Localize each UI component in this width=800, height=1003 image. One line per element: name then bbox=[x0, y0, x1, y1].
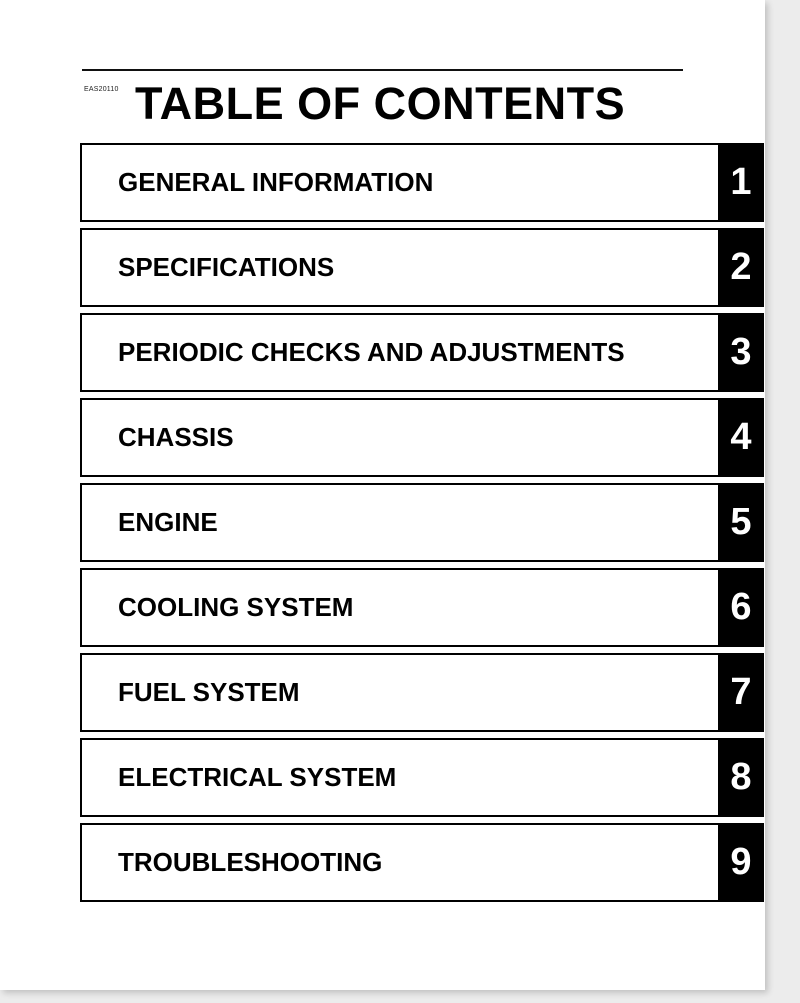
section-number-tab: 3 bbox=[718, 313, 764, 392]
section-number-tab: 7 bbox=[718, 653, 764, 732]
header-rule bbox=[82, 69, 683, 71]
section-number-tab: 1 bbox=[718, 143, 764, 222]
section-number-tab: 2 bbox=[718, 228, 764, 307]
toc-entry-cooling-system[interactable] bbox=[80, 568, 764, 647]
toc-entry-general-information[interactable] bbox=[80, 143, 764, 222]
toc-entry-label: FUEL SYSTEM bbox=[118, 677, 300, 707]
section-number-tab: 4 bbox=[718, 398, 764, 477]
toc-entry-label: TROUBLESHOOTING bbox=[118, 847, 383, 877]
section-number-tab: 6 bbox=[718, 568, 764, 647]
toc-entry-specifications[interactable] bbox=[80, 228, 764, 307]
toc-entry-label: CHASSIS bbox=[118, 422, 234, 452]
toc-entry-periodic-checks[interactable] bbox=[80, 313, 764, 392]
toc-entry-fuel-system[interactable] bbox=[80, 653, 764, 732]
toc-entry-label: GENERAL INFORMATION bbox=[118, 167, 434, 197]
document-code: EAS20110 bbox=[84, 86, 119, 93]
section-number-tab: 8 bbox=[718, 738, 764, 817]
toc-entry-electrical-system[interactable] bbox=[80, 738, 764, 817]
section-number-tab: 9 bbox=[718, 823, 764, 902]
table-of-contents bbox=[80, 143, 764, 908]
toc-entry-label: PERIODIC CHECKS AND ADJUSTMENTS bbox=[118, 337, 625, 367]
toc-entry-label: SPECIFICATIONS bbox=[118, 252, 335, 282]
toc-entry-label: COOLING SYSTEM bbox=[118, 592, 354, 622]
toc-entry-engine[interactable] bbox=[80, 483, 764, 562]
toc-entry-label: ELECTRICAL SYSTEM bbox=[118, 762, 397, 792]
section-number-tab: 5 bbox=[718, 483, 764, 562]
toc-entry-troubleshooting[interactable] bbox=[80, 823, 764, 902]
toc-entry-label: ENGINE bbox=[118, 507, 218, 537]
page-title: TABLE OF CONTENTS bbox=[135, 78, 626, 129]
toc-entry-chassis[interactable] bbox=[80, 398, 764, 477]
